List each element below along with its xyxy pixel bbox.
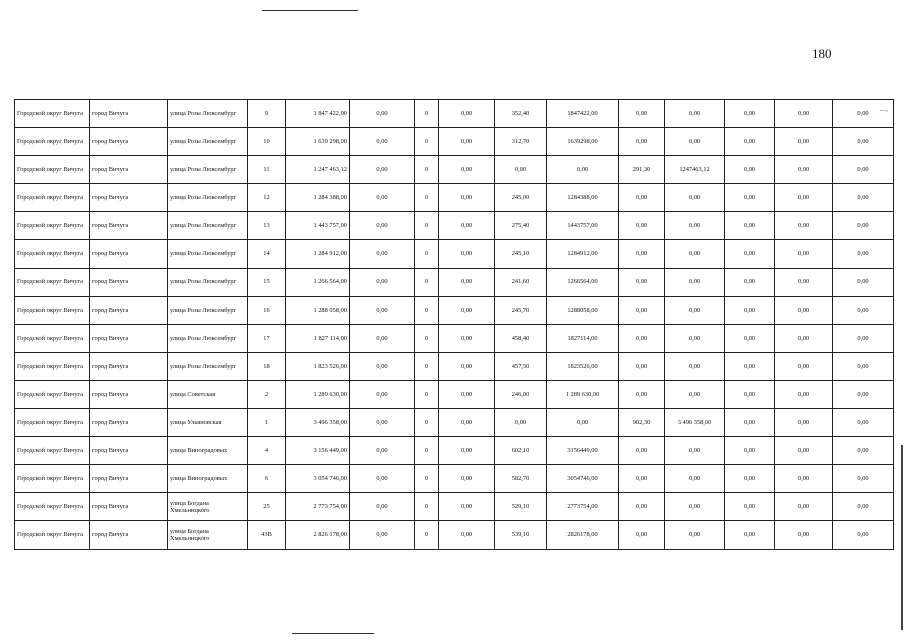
cell-cost-col-12: 1247463,12 (665, 156, 725, 184)
cell-house-number: 4 (248, 437, 286, 465)
cell-municipality: Городской округ Вичуга (15, 296, 90, 324)
cell-area-col-11: 0,00 (619, 184, 665, 212)
cell-locality: город Вичуга (90, 493, 168, 521)
cell-cost-col-8: 0,00 (439, 409, 495, 437)
cell-cost-col-14: 0,00 (775, 409, 833, 437)
cell-cost-col-8: 0,00 (439, 493, 495, 521)
cell-area-col-9: 245,10 (495, 240, 547, 268)
cell-count-col-7: 0 (415, 184, 439, 212)
cell-municipality: Городской округ Вичуга (15, 324, 90, 352)
cell-locality: город Вичуга (90, 212, 168, 240)
cell-street: улица Советская (168, 380, 248, 408)
cell-cost-col-14: 0,00 (775, 212, 833, 240)
table-row (15, 324, 894, 352)
cell-house-number: 17 (248, 324, 286, 352)
cell-cost-col-14: 0,00 (775, 380, 833, 408)
cell-locality: город Вичуга (90, 268, 168, 296)
cell-cost-col-6: 0,00 (350, 380, 415, 408)
cell-street: улица Виноградовых (168, 437, 248, 465)
cell-locality: город Вичуга (90, 184, 168, 212)
cell-house-number: 13 (248, 212, 286, 240)
cell-house-number: 18 (248, 352, 286, 380)
cell-count-col-7: 0 (415, 409, 439, 437)
cell-count-col-7: 0 (415, 493, 439, 521)
cell-area-col-11: 0,00 (619, 493, 665, 521)
cell-cost-col-13: 0,00 (725, 156, 775, 184)
cell-street: улица Розы Люксембург (168, 156, 248, 184)
table-row (15, 184, 894, 212)
cell-street: улица Виноградовых (168, 465, 248, 493)
cell-cost-col-14: 0,00 (775, 352, 833, 380)
cell-house-number: 14 (248, 240, 286, 268)
cell-cost-col-8: 0,00 (439, 128, 495, 156)
cell-cost-col-10: 0,00 (547, 156, 619, 184)
cell-area-col-9: 245,00 (495, 184, 547, 212)
cell-cost-col-10: 1443757,00 (547, 212, 619, 240)
cell-total-cost: 1 284 912,00 (286, 240, 350, 268)
cell-count-col-7: 0 (415, 465, 439, 493)
cell-cost-col-12: 0,00 (665, 100, 725, 128)
table-row (15, 409, 894, 437)
cell-cost-col-6: 0,00 (350, 240, 415, 268)
cell-count-col-7: 0 (415, 352, 439, 380)
cell-street: улица Розы Люксембург (168, 324, 248, 352)
cell-area-col-9: 582,70 (495, 465, 547, 493)
cell-house-number: 16 (248, 296, 286, 324)
cell-cost-col-8: 0,00 (439, 437, 495, 465)
cell-municipality: Городской округ Вичуга (15, 128, 90, 156)
cell-cost-col-15: 0,00 (833, 184, 894, 212)
cell-cost-col-12: 0,00 (665, 521, 725, 549)
cell-area-col-11: 0,00 (619, 465, 665, 493)
cell-cost-col-15: 0,00 (833, 128, 894, 156)
cell-cost-col-10: 1288058,00 (547, 296, 619, 324)
cell-cost-col-6: 0,00 (350, 409, 415, 437)
cell-area-col-11: 291,30 (619, 156, 665, 184)
cell-cost-col-13: 0,00 (725, 521, 775, 549)
cell-cost-col-14: 0,00 (775, 437, 833, 465)
cell-total-cost: 3 496 358,00 (286, 409, 350, 437)
cell-cost-col-6: 0,00 (350, 493, 415, 521)
cell-count-col-7: 0 (415, 212, 439, 240)
cell-cost-col-12: 0,00 (665, 493, 725, 521)
cell-cost-col-12: 3 496 358,00 (665, 409, 725, 437)
cell-cost-col-15: 0,00 (833, 493, 894, 521)
cell-count-col-7: 0 (415, 296, 439, 324)
cell-cost-col-13: 0,00 (725, 100, 775, 128)
cell-municipality: Городской округ Вичуга (15, 380, 90, 408)
cell-cost-col-13: 0,00 (725, 380, 775, 408)
cell-locality: город Вичуга (90, 128, 168, 156)
cell-municipality: Городской округ Вичуга (15, 493, 90, 521)
table-row (15, 268, 894, 296)
cell-cost-col-6: 0,00 (350, 128, 415, 156)
table-row (15, 465, 894, 493)
cell-total-cost: 1 288 058,00 (286, 296, 350, 324)
cell-locality: город Вичуга (90, 409, 168, 437)
cell-cost-col-13: 0,00 (725, 212, 775, 240)
table-row (15, 521, 894, 549)
cell-total-cost: 1 639 298,00 (286, 128, 350, 156)
cell-cost-col-10: 1284912,00 (547, 240, 619, 268)
cell-area-col-9: 241,60 (495, 268, 547, 296)
cell-cost-col-6: 0,00 (350, 352, 415, 380)
cell-area-col-9: 352,40 (495, 100, 547, 128)
cell-locality: город Вичуга (90, 100, 168, 128)
cell-cost-col-12: 0,00 (665, 465, 725, 493)
cell-cost-col-8: 0,00 (439, 212, 495, 240)
cell-area-col-11: 0,00 (619, 521, 665, 549)
cell-house-number: 11 (248, 156, 286, 184)
cell-locality: город Вичуга (90, 437, 168, 465)
cell-cost-col-15: 0,00 (833, 296, 894, 324)
cell-total-cost: 2 773 754,00 (286, 493, 350, 521)
cell-house-number: 2 (248, 380, 286, 408)
cell-cost-col-10: 1 289 630,00 (547, 380, 619, 408)
cell-cost-col-10: 3156449,00 (547, 437, 619, 465)
cell-cost-col-14: 0,00 (775, 240, 833, 268)
cell-cost-col-14: 0,00 (775, 465, 833, 493)
cell-locality: город Вичуга (90, 352, 168, 380)
cell-municipality: Городской округ Вичуга (15, 352, 90, 380)
cell-cost-col-10: 1827114,00 (547, 324, 619, 352)
cell-street: улица Ульяновская (168, 409, 248, 437)
cell-cost-col-8: 0,00 (439, 380, 495, 408)
cell-house-number: 1 (248, 409, 286, 437)
table-row (15, 240, 894, 268)
cell-municipality: Городской округ Вичуга (15, 521, 90, 549)
cell-locality: город Вичуга (90, 156, 168, 184)
cell-area-col-11: 0,00 (619, 212, 665, 240)
cell-street: улица Розы Люксембург (168, 128, 248, 156)
cell-total-cost: 3 054 746,00 (286, 465, 350, 493)
cell-total-cost: 1 289 630,00 (286, 380, 350, 408)
cell-count-col-7: 0 (415, 156, 439, 184)
cell-total-cost: 1 827 114,00 (286, 324, 350, 352)
cell-area-col-11: 0,00 (619, 128, 665, 156)
table-row (15, 296, 894, 324)
cell-cost-col-13: 0,00 (725, 240, 775, 268)
page-number: 180 (812, 46, 832, 61)
cell-total-cost: 1 443 757,00 (286, 212, 350, 240)
cell-street: улица Розы Люксембург (168, 212, 248, 240)
cell-cost-col-13: 0,00 (725, 409, 775, 437)
cell-cost-col-6: 0,00 (350, 212, 415, 240)
cell-cost-col-8: 0,00 (439, 324, 495, 352)
cell-house-number: 10 (248, 128, 286, 156)
cell-area-col-9: 529,10 (495, 493, 547, 521)
cell-count-col-7: 0 (415, 128, 439, 156)
cell-cost-col-15: 0,00 (833, 156, 894, 184)
cell-area-col-11: 0,00 (619, 100, 665, 128)
cell-cost-col-14: 0,00 (775, 521, 833, 549)
cell-cost-col-10: 1639298,00 (547, 128, 619, 156)
cell-cost-col-15: 0,00 (833, 380, 894, 408)
cell-street: улица Розы Люксембург (168, 240, 248, 268)
cell-cost-col-8: 0,00 (439, 100, 495, 128)
cell-cost-col-10: 0,00 (547, 409, 619, 437)
cell-municipality: Городской округ Вичуга (15, 156, 90, 184)
cell-cost-col-15: 0,00 (833, 100, 894, 128)
cell-cost-col-13: 0,00 (725, 128, 775, 156)
cell-locality: город Вичуга (90, 465, 168, 493)
cell-area-col-9: 602,10 (495, 437, 547, 465)
cell-cost-col-10: 2773754,00 (547, 493, 619, 521)
cell-municipality: Городской округ Вичуга (15, 437, 90, 465)
cell-house-number: 43В (248, 521, 286, 549)
cell-municipality: Городской округ Вичуга (15, 465, 90, 493)
cell-cost-col-12: 0,00 (665, 268, 725, 296)
cell-cost-col-8: 0,00 (439, 296, 495, 324)
cell-cost-col-12: 0,00 (665, 352, 725, 380)
housing-table (14, 99, 894, 550)
cell-cost-col-14: 0,00 (775, 128, 833, 156)
cell-cost-col-10: 2826178,00 (547, 521, 619, 549)
cell-total-cost: 1 247 463,12 (286, 156, 350, 184)
cell-locality: город Вичуга (90, 296, 168, 324)
cell-house-number: 12 (248, 184, 286, 212)
cell-count-col-7: 0 (415, 240, 439, 268)
cell-house-number: 6 (248, 465, 286, 493)
cell-cost-col-14: 0,00 (775, 156, 833, 184)
cell-cost-col-15: 0,00 (833, 324, 894, 352)
cell-cost-col-14: 0,00 (775, 184, 833, 212)
cell-cost-col-10: 1266564,00 (547, 268, 619, 296)
cell-cost-col-6: 0,00 (350, 465, 415, 493)
cell-area-col-11: 0,00 (619, 437, 665, 465)
cell-cost-col-12: 0,00 (665, 437, 725, 465)
cell-cost-col-12: 0,00 (665, 184, 725, 212)
cell-municipality: Городской округ Вичуга (15, 268, 90, 296)
cell-cost-col-6: 0,00 (350, 324, 415, 352)
cell-cost-col-15: 0,00 (833, 465, 894, 493)
cell-cost-col-8: 0,00 (439, 352, 495, 380)
cell-cost-col-8: 0,00 (439, 156, 495, 184)
bottom-scan-line (292, 633, 374, 634)
cell-count-col-7: 0 (415, 437, 439, 465)
cell-cost-col-13: 0,00 (725, 184, 775, 212)
cell-locality: город Вичуга (90, 324, 168, 352)
cell-area-col-11: 0,00 (619, 268, 665, 296)
cell-cost-col-12: 0,00 (665, 380, 725, 408)
table-row (15, 493, 894, 521)
cell-house-number: 15 (248, 268, 286, 296)
table-row (15, 437, 894, 465)
cell-total-cost: 1 823 526,00 (286, 352, 350, 380)
cell-cost-col-15: 0,00 (833, 268, 894, 296)
cell-cost-col-10: 3054746,00 (547, 465, 619, 493)
cell-cost-col-13: 0,00 (725, 268, 775, 296)
cell-cost-col-8: 0,00 (439, 240, 495, 268)
cell-house-number: 9 (248, 100, 286, 128)
cell-cost-col-14: 0,00 (775, 100, 833, 128)
cell-street: улица Розы Люксембург (168, 268, 248, 296)
cell-area-col-9: 312,70 (495, 128, 547, 156)
cell-area-col-9: 458,40 (495, 324, 547, 352)
cell-area-col-11: 0,00 (619, 352, 665, 380)
cell-cost-col-15: 0,00 (833, 212, 894, 240)
cell-street: улица Богдана Хмельницкого (168, 521, 248, 549)
cell-area-col-11: 0,00 (619, 380, 665, 408)
cell-cost-col-15: 0,00 (833, 409, 894, 437)
cell-cost-col-8: 0,00 (439, 184, 495, 212)
table-row (15, 156, 894, 184)
cell-locality: город Вичуга (90, 240, 168, 268)
cell-cost-col-6: 0,00 (350, 156, 415, 184)
cell-area-col-11: 0,00 (619, 324, 665, 352)
cell-cost-col-14: 0,00 (775, 268, 833, 296)
cell-area-col-11: 0,00 (619, 296, 665, 324)
cell-street: улица Розы Люксембург (168, 352, 248, 380)
cell-area-col-11: 0,00 (619, 240, 665, 268)
cell-cost-col-8: 0,00 (439, 465, 495, 493)
cell-total-cost: 2 826 178,00 (286, 521, 350, 549)
cell-cost-col-14: 0,00 (775, 324, 833, 352)
cell-area-col-9: 0,00 (495, 409, 547, 437)
cell-area-col-9: 0,00 (495, 156, 547, 184)
cell-cost-col-13: 0,00 (725, 296, 775, 324)
cell-area-col-9: 457,50 (495, 352, 547, 380)
cell-cost-col-8: 0,00 (439, 268, 495, 296)
cell-cost-col-12: 0,00 (665, 128, 725, 156)
cell-cost-col-6: 0,00 (350, 296, 415, 324)
cell-cost-col-6: 0,00 (350, 437, 415, 465)
cell-street: улица Богдана Хмельницкого (168, 493, 248, 521)
cell-cost-col-15: 0,00 (833, 240, 894, 268)
cell-municipality: Городской округ Вичуга (15, 240, 90, 268)
top-scan-line (262, 10, 358, 11)
cell-house-number: 25 (248, 493, 286, 521)
cell-total-cost: 1 847 422,00 (286, 100, 350, 128)
cell-cost-col-6: 0,00 (350, 521, 415, 549)
cell-total-cost: 1 266 564,00 (286, 268, 350, 296)
cell-street: улица Розы Люксембург (168, 100, 248, 128)
cell-cost-col-10: 1823526,00 (547, 352, 619, 380)
cell-count-col-7: 0 (415, 380, 439, 408)
cell-street: улица Розы Люксембург (168, 296, 248, 324)
cell-cost-col-14: 0,00 (775, 493, 833, 521)
table-row (15, 100, 894, 128)
table-row (15, 380, 894, 408)
cell-total-cost: 1 284 388,00 (286, 184, 350, 212)
cell-municipality: Городской округ Вичуга (15, 100, 90, 128)
cell-municipality: Городской округ Вичуга (15, 184, 90, 212)
table-row (15, 128, 894, 156)
cell-cost-col-15: 0,00 (833, 352, 894, 380)
cell-total-cost: 3 156 449,00 (286, 437, 350, 465)
cell-cost-col-10: 1284388,00 (547, 184, 619, 212)
cell-cost-col-13: 0,00 (725, 465, 775, 493)
scan-edge (901, 445, 903, 630)
cell-area-col-9: 245,70 (495, 296, 547, 324)
cell-cost-col-13: 0,00 (725, 352, 775, 380)
cell-cost-col-6: 0,00 (350, 268, 415, 296)
cell-municipality: Городской округ Вичуга (15, 409, 90, 437)
cell-cost-col-8: 0,00 (439, 521, 495, 549)
table-row (15, 212, 894, 240)
cell-area-col-9: 275,40 (495, 212, 547, 240)
cell-count-col-7: 0 (415, 100, 439, 128)
cell-cost-col-6: 0,00 (350, 184, 415, 212)
cell-cost-col-15: 0,00 (833, 521, 894, 549)
cell-cost-col-12: 0,00 (665, 240, 725, 268)
cell-cost-col-13: 0,00 (725, 437, 775, 465)
cell-municipality: Городской округ Вичуга (15, 212, 90, 240)
margin-mark: —› (880, 108, 888, 114)
cell-locality: город Вичуга (90, 521, 168, 549)
cell-area-col-11: 902,30 (619, 409, 665, 437)
cell-locality: город Вичуга (90, 380, 168, 408)
cell-area-col-9: 246,00 (495, 380, 547, 408)
cell-cost-col-14: 0,00 (775, 296, 833, 324)
table-row (15, 352, 894, 380)
cell-cost-col-13: 0,00 (725, 493, 775, 521)
cell-count-col-7: 0 (415, 268, 439, 296)
cell-area-col-9: 539,10 (495, 521, 547, 549)
cell-count-col-7: 0 (415, 521, 439, 549)
cell-street: улица Розы Люксембург (168, 184, 248, 212)
cell-cost-col-12: 0,00 (665, 324, 725, 352)
cell-count-col-7: 0 (415, 324, 439, 352)
cell-cost-col-10: 1847422,00 (547, 100, 619, 128)
cell-cost-col-6: 0,00 (350, 100, 415, 128)
cell-cost-col-12: 0,00 (665, 296, 725, 324)
cell-cost-col-13: 0,00 (725, 324, 775, 352)
cell-cost-col-15: 0,00 (833, 437, 894, 465)
cell-cost-col-12: 0,00 (665, 212, 725, 240)
